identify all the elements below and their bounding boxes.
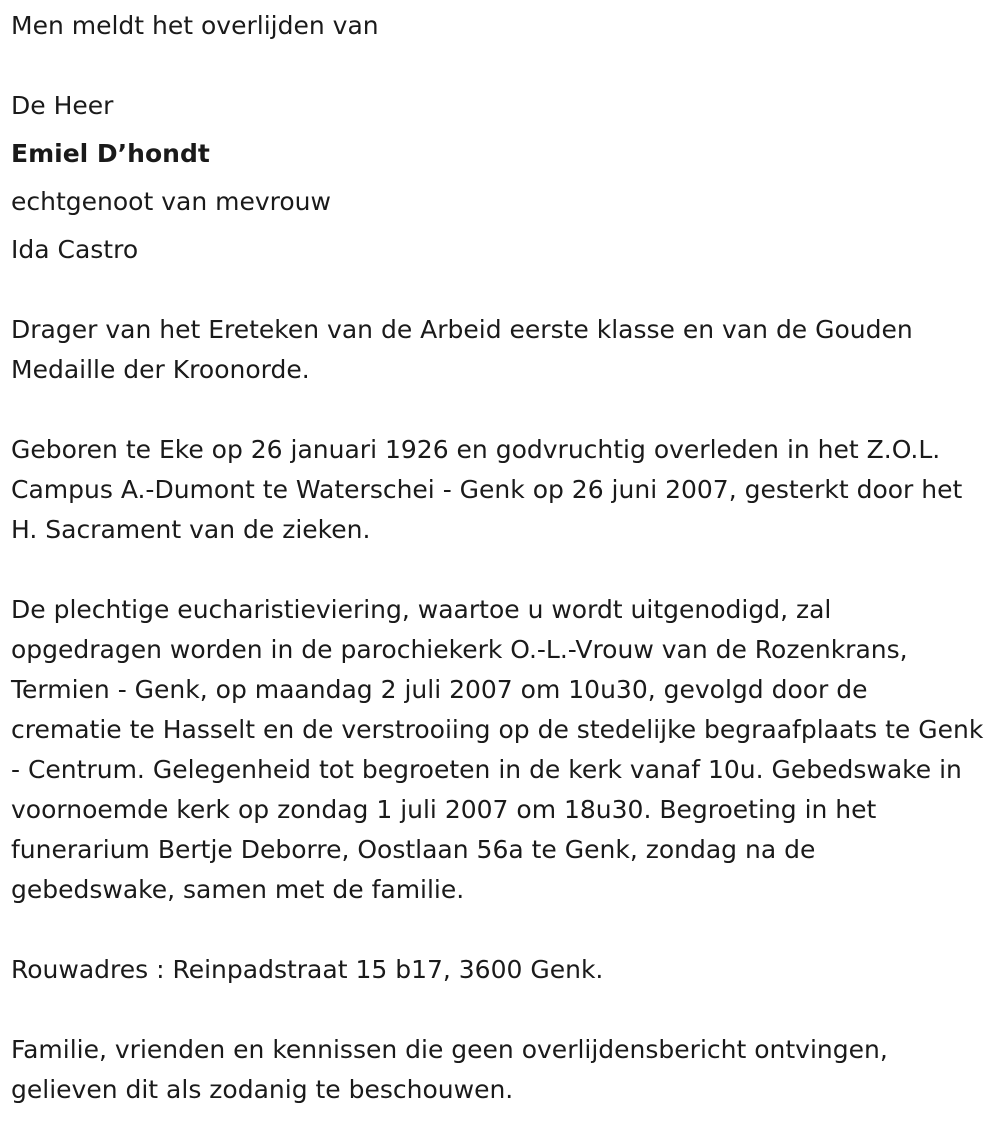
deceased-title: De Heer [11,91,114,120]
death-notice [11,0,986,1110]
spouse-name: Ida Castro [11,235,139,264]
spouse-label: echtgenoot van mevrouw [11,187,331,216]
mourning-address: Rouwadres : Reinpadstraat 15 b17, 3600 Genk. [11,955,604,984]
ceremony-paragraph: De plechtige eucharistieviering, waartoe u wordt uitgenodigd, zal opgedragen worden in de parochiekerk O.-L.-Vrouw van de Rozenkrans, Termien - Genk, op maandag 2 juli 2007 om 10u30, gevolgd door de crematie te Hasselt en de verstrooiing op de stedelijke begraafplaats te Genk - Centrum. Gelegenheid tot begroeten in de kerk vanaf 10u. Gebedswake in voornoemde kerk op zondag 1 juli 2007 om 18u30. Begroeting in het funerarium Bertje Deborre, Oostlaan 56a te Genk, zondag na de gebedswake, samen met de familie. [11,595,984,904]
deceased-name: Emiel D’hondt [11,139,210,168]
intro-line: Men meldt het overlijden van [11,11,379,40]
birth-death-paragraph: Geboren te Eke op 26 januari 1926 en godvruchtig overleden in het Z.O.L. Campus A.-Dumont te Waterschei - Genk op 26 juni 2007, gesterkt door het H. Sacrament van de zieken. [11,435,963,544]
honors-paragraph: Drager van het Ereteken van de Arbeid eerste klasse en van de Gouden Medaille der Kroonorde. [11,315,913,384]
closing-paragraph: Familie, vrienden en kennissen die geen overlijdensbericht ontvingen, gelieven dit als zodanig te beschouwen. [11,1035,888,1104]
